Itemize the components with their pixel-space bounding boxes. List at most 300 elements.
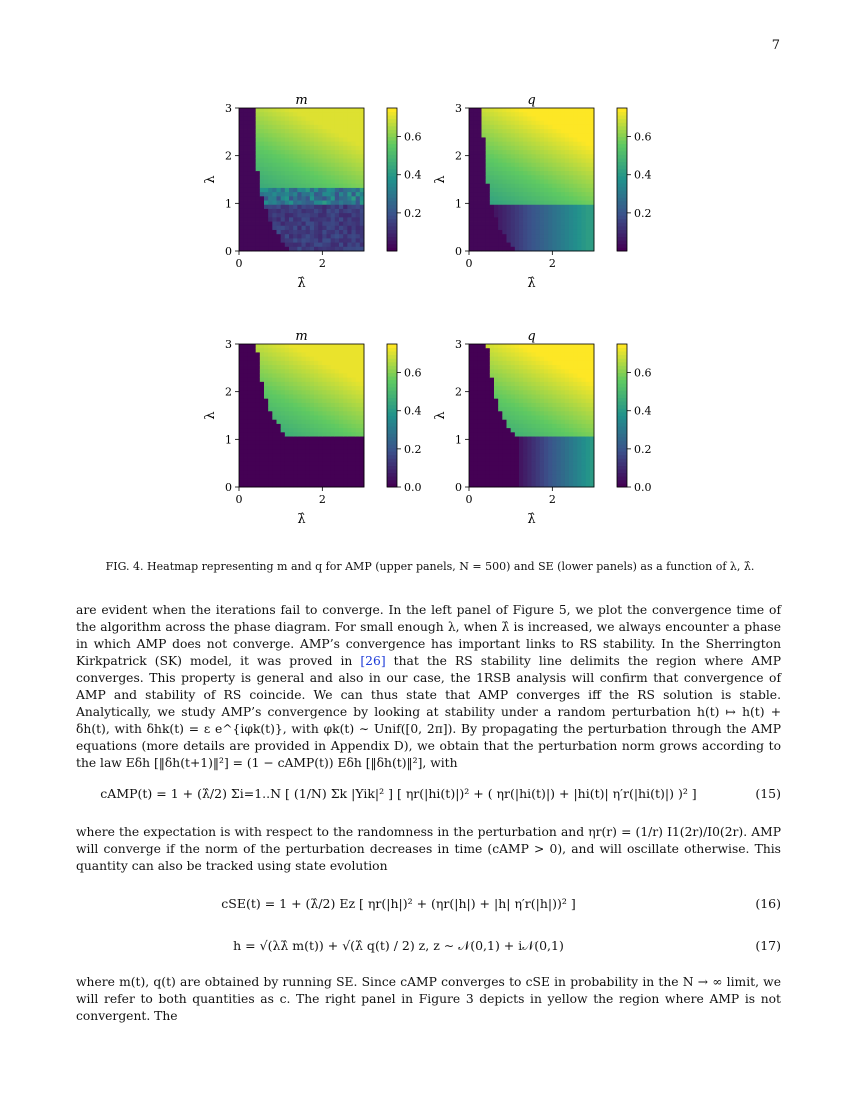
heatmap-cell — [335, 222, 340, 227]
heatmap-cell — [519, 458, 524, 463]
heatmap-cell — [322, 121, 327, 126]
heatmap-cell — [243, 470, 248, 475]
heatmap-cell — [477, 344, 482, 349]
heatmap-cell — [318, 167, 323, 172]
heatmap-cell — [352, 357, 357, 362]
heatmap-cell — [289, 154, 294, 159]
heatmap-cell — [482, 373, 487, 378]
heatmap-cell — [277, 386, 282, 391]
heatmap-cell — [281, 424, 286, 429]
heatmap-cell — [561, 201, 566, 206]
heatmap-cell — [302, 416, 307, 421]
heatmap-cell — [289, 192, 294, 197]
heatmap-cell — [260, 184, 265, 189]
citation-link-26[interactable]: [26] — [360, 654, 386, 668]
colorbar-segment — [617, 401, 627, 405]
heatmap-cell — [486, 352, 491, 357]
heatmap-cell — [352, 458, 357, 463]
heatmap-cell — [331, 175, 336, 180]
y-tick-label: 0 — [225, 245, 232, 258]
heatmap-cell — [557, 394, 562, 399]
heatmap-cell — [527, 378, 532, 383]
heatmap-cell — [519, 133, 524, 138]
heatmap-cell — [582, 399, 587, 404]
heatmap-cell — [507, 348, 512, 353]
heatmap-cell — [281, 125, 286, 130]
heatmap-cell — [511, 129, 516, 134]
heatmap-cell — [297, 133, 302, 138]
heatmap-cell — [548, 234, 553, 239]
heatmap-cell — [494, 437, 499, 442]
heatmap-cell — [527, 137, 532, 142]
heatmap-cell — [544, 373, 549, 378]
heatmap-cell — [519, 411, 524, 416]
heatmap-cell — [239, 175, 244, 180]
heatmap-cell — [239, 137, 244, 142]
heatmap-cell — [293, 479, 298, 484]
heatmap-cell — [347, 142, 352, 147]
heatmap-cell — [268, 437, 273, 442]
heatmap-cell — [277, 348, 282, 353]
heatmap-cell — [482, 348, 487, 353]
heatmap-cell — [310, 458, 315, 463]
heatmap-cell — [502, 428, 507, 433]
heatmap-cell — [322, 420, 327, 425]
heatmap-cell — [548, 184, 553, 189]
heatmap-cell — [586, 474, 591, 479]
heatmap-cell — [515, 361, 520, 366]
heatmap-cell — [318, 466, 323, 471]
heatmap-cell — [569, 416, 574, 421]
heatmap-cell — [486, 196, 491, 201]
heatmap-cell — [582, 441, 587, 446]
heatmap-cell — [502, 129, 507, 134]
heatmap-cell — [352, 449, 357, 454]
heatmap-cell — [322, 196, 327, 201]
heatmap-cell — [544, 420, 549, 425]
heatmap-cell — [322, 357, 327, 362]
heatmap-cell — [494, 201, 499, 206]
heatmap-cell — [327, 196, 332, 201]
colorbar-segment — [387, 112, 397, 116]
heatmap-cell — [256, 171, 261, 176]
heatmap-cell — [243, 108, 248, 113]
heatmap-cell — [490, 378, 495, 383]
heatmap-cell — [540, 158, 545, 163]
heatmap-cell — [477, 158, 482, 163]
heatmap-cell — [247, 222, 252, 227]
heatmap-cell — [498, 243, 503, 248]
heatmap-cell — [502, 441, 507, 446]
heatmap-cell — [318, 133, 323, 138]
heatmap-cell — [536, 171, 541, 176]
heatmap-cell — [569, 466, 574, 471]
heatmap-cell — [573, 470, 578, 475]
heatmap-cell — [536, 226, 541, 231]
heatmap-cell — [469, 163, 474, 168]
heatmap-cell — [256, 407, 261, 412]
heatmap-cell — [272, 108, 277, 113]
heatmap-cell — [552, 428, 557, 433]
colorbar-segment — [617, 387, 627, 391]
heatmap-cell — [264, 365, 269, 370]
heatmap-cell — [272, 238, 277, 243]
heatmap-cell — [339, 378, 344, 383]
heatmap-cell — [302, 453, 307, 458]
heatmap-cell — [352, 188, 357, 193]
heatmap-cell — [569, 196, 574, 201]
heatmap-cell — [486, 466, 491, 471]
heatmap-cell — [289, 142, 294, 147]
heatmap-cell — [306, 234, 311, 239]
heatmap-cell — [306, 462, 311, 467]
heatmap-cell — [561, 171, 566, 176]
heatmap-cell — [306, 411, 311, 416]
heatmap-cell — [540, 213, 545, 218]
heatmap-cell — [573, 121, 578, 126]
heatmap-cell — [536, 180, 541, 185]
heatmap-cell — [289, 382, 294, 387]
heatmap-cell — [352, 205, 357, 210]
heatmap-cell — [289, 403, 294, 408]
heatmap-cell — [281, 361, 286, 366]
heatmap-cell — [268, 428, 273, 433]
heatmap-cell — [285, 373, 290, 378]
colorbar-segment — [387, 126, 397, 130]
heatmap-cell — [331, 171, 336, 176]
heatmap-cell — [285, 158, 290, 163]
heatmap-cell — [243, 180, 248, 185]
heatmap-cell — [582, 167, 587, 172]
heatmap-cell — [243, 403, 248, 408]
heatmap-cell — [565, 449, 570, 454]
heatmap-cell — [268, 121, 273, 126]
heatmap-cell — [482, 453, 487, 458]
x-axis-label: λ̂ — [297, 512, 306, 527]
heatmap-cell — [548, 209, 553, 214]
heatmap-cell — [356, 399, 361, 404]
heatmap-cell — [548, 424, 553, 429]
heatmap-cell — [339, 158, 344, 163]
heatmap-cell — [264, 403, 269, 408]
heatmap-cell — [494, 474, 499, 479]
heatmap-cell — [573, 365, 578, 370]
heatmap-cell — [482, 146, 487, 151]
heatmap-cell — [561, 226, 566, 231]
heatmap-cell — [557, 234, 562, 239]
heatmap-cell — [285, 411, 290, 416]
heatmap-cell — [486, 403, 491, 408]
heatmap-cell — [498, 175, 503, 180]
heatmap-cell — [243, 234, 248, 239]
heatmap-cell — [293, 373, 298, 378]
heatmap-cell — [277, 466, 282, 471]
heatmap-cell — [507, 158, 512, 163]
heatmap-cell — [477, 209, 482, 214]
heatmap-cell — [260, 234, 265, 239]
heatmap-cell — [532, 171, 537, 176]
heatmap-cell — [306, 399, 311, 404]
heatmap-cell — [339, 142, 344, 147]
heatmap-cell — [331, 432, 336, 437]
heatmap-cell — [536, 479, 541, 484]
heatmap-cell — [356, 238, 361, 243]
heatmap-cell — [239, 357, 244, 362]
heatmap-cell — [256, 378, 261, 383]
heatmap-cell — [260, 479, 265, 484]
colorbar-segment — [617, 355, 627, 359]
heatmap-cell — [281, 234, 286, 239]
heatmap-cell — [243, 142, 248, 147]
heatmap-cell — [247, 175, 252, 180]
heatmap-cell — [331, 479, 336, 484]
heatmap-cell — [297, 112, 302, 117]
heatmap-cell — [519, 196, 524, 201]
heatmap-cell — [515, 424, 520, 429]
heatmap-cell — [557, 382, 562, 387]
heatmap-cell — [540, 453, 545, 458]
heatmap-cell — [565, 399, 570, 404]
heatmap-cell — [347, 373, 352, 378]
heatmap-cell — [573, 180, 578, 185]
colorbar-segment — [617, 462, 627, 466]
heatmap-cell — [515, 108, 520, 113]
heatmap-cell — [247, 150, 252, 155]
heatmap-cell — [515, 209, 520, 214]
heatmap-cell — [277, 394, 282, 399]
heatmap-cell — [268, 445, 273, 450]
heatmap-cell — [293, 462, 298, 467]
heatmap-cell — [586, 108, 591, 113]
heatmap-cell — [352, 226, 357, 231]
heatmap-cell — [573, 390, 578, 395]
heatmap-cell — [306, 222, 311, 227]
heatmap-cell — [352, 121, 357, 126]
heatmap-cell — [544, 158, 549, 163]
heatmap-cell — [356, 403, 361, 408]
heatmap-cell — [582, 445, 587, 450]
heatmap-cell — [536, 230, 541, 235]
heatmap-cell — [511, 344, 516, 349]
heatmap-cell — [482, 196, 487, 201]
heatmap-cell — [565, 479, 570, 484]
heatmap-cell — [473, 243, 478, 248]
heatmap-cell — [243, 192, 248, 197]
heatmap-cell — [573, 373, 578, 378]
heatmap-cell — [490, 437, 495, 442]
heatmap-cell — [582, 137, 587, 142]
heatmap-cell — [532, 441, 537, 446]
heatmap-cell — [477, 458, 482, 463]
heatmap-cell — [519, 445, 524, 450]
heatmap-cell — [331, 243, 336, 248]
heatmap-cell — [306, 344, 311, 349]
heatmap-cell — [577, 234, 582, 239]
heatmap-cell — [494, 234, 499, 239]
heatmap-cell — [356, 479, 361, 484]
heatmap-cell — [469, 150, 474, 155]
heatmap-cell — [469, 121, 474, 126]
heatmap-cell — [519, 357, 524, 362]
heatmap-cell — [277, 424, 282, 429]
heatmap-cell — [285, 445, 290, 450]
heatmap-cell — [247, 470, 252, 475]
heatmap-cell — [310, 369, 315, 374]
heatmap-cell — [523, 146, 528, 151]
heatmap-cell — [293, 175, 298, 180]
heatmap-cell — [347, 416, 352, 421]
heatmap-cell — [327, 163, 332, 168]
heatmap-cell — [352, 424, 357, 429]
panel-title: m — [295, 93, 308, 108]
heatmap-cell — [557, 180, 562, 185]
heatmap-cell — [569, 441, 574, 446]
heatmap-cell — [302, 424, 307, 429]
colorbar-segment — [387, 208, 397, 212]
heatmap-cell — [527, 382, 532, 387]
heatmap-cell — [527, 116, 532, 121]
heatmap-cell — [339, 470, 344, 475]
heatmap-cell — [586, 344, 591, 349]
heatmap-cell — [519, 474, 524, 479]
colorbar-segment — [387, 426, 397, 430]
heatmap-cell — [293, 171, 298, 176]
heatmap-cell — [523, 365, 528, 370]
heatmap-cell — [264, 411, 269, 416]
heatmap-cell — [352, 112, 357, 117]
heatmap-cell — [536, 466, 541, 471]
heatmap-cell — [582, 369, 587, 374]
heatmap-cell — [473, 357, 478, 362]
heatmap-cell — [507, 458, 512, 463]
heatmap-cell — [264, 352, 269, 357]
heatmap-cell — [310, 154, 315, 159]
heatmap-cell — [469, 158, 474, 163]
heatmap-cell — [486, 125, 491, 130]
heatmap-cell — [482, 180, 487, 185]
heatmap-cell — [310, 192, 315, 197]
heatmap-cell — [281, 137, 286, 142]
colorbar-segment — [387, 405, 397, 409]
heatmap-cell — [486, 234, 491, 239]
colorbar-segment — [617, 466, 627, 470]
heatmap-cell — [318, 479, 323, 484]
heatmap-cell — [322, 180, 327, 185]
heatmap-cell — [477, 150, 482, 155]
heatmap-cell — [314, 445, 319, 450]
heatmap-cell — [256, 125, 261, 130]
heatmap-cell — [494, 243, 499, 248]
heatmap-cell — [347, 213, 352, 218]
heatmap-cell — [272, 163, 277, 168]
heatmap-cell — [343, 217, 348, 222]
heatmap-cell — [502, 112, 507, 117]
heatmap-cell — [327, 129, 332, 134]
heatmap-cell — [297, 428, 302, 433]
heatmap-cell — [473, 470, 478, 475]
heatmap-cell — [260, 361, 265, 366]
heatmap-cell — [289, 453, 294, 458]
heatmap-cell — [339, 474, 344, 479]
heatmap-cell — [247, 121, 252, 126]
heatmap-cell — [281, 230, 286, 235]
heatmap-cell — [523, 217, 528, 222]
colorbar-segment — [387, 348, 397, 352]
heatmap-cell — [540, 129, 545, 134]
heatmap-cell — [327, 369, 332, 374]
heatmap-cell — [285, 394, 290, 399]
heatmap-cell — [532, 453, 537, 458]
heatmap-cell — [482, 192, 487, 197]
heatmap-cell — [577, 348, 582, 353]
heatmap-cell — [552, 373, 557, 378]
heatmap-cell — [327, 226, 332, 231]
heatmap-cell — [473, 458, 478, 463]
heatmap-cell — [523, 209, 528, 214]
heatmap-cell — [264, 462, 269, 467]
heatmap-cell — [548, 230, 553, 235]
colorbar-segment — [387, 451, 397, 455]
heatmap-cell — [252, 348, 257, 353]
heatmap-cell — [544, 121, 549, 126]
heatmap-cell — [498, 230, 503, 235]
heatmap-cell — [297, 386, 302, 391]
heatmap-cell — [569, 142, 574, 147]
heatmap-cell — [264, 420, 269, 425]
heatmap-cell — [477, 437, 482, 442]
heatmap-cell — [561, 192, 566, 197]
heatmap-cell — [243, 112, 248, 117]
colorbar-segment — [617, 390, 627, 394]
heatmap-cell — [339, 348, 344, 353]
heatmap-cell — [494, 466, 499, 471]
heatmap-cell — [281, 226, 286, 231]
heatmap-cell — [260, 386, 265, 391]
heatmap-cell — [322, 163, 327, 168]
heatmap-cell — [577, 116, 582, 121]
heatmap-cell — [532, 378, 537, 383]
heatmap-cell — [318, 453, 323, 458]
heatmap-cell — [252, 458, 257, 463]
heatmap-cell — [561, 121, 566, 126]
heatmap-cell — [494, 386, 499, 391]
heatmap-cell — [293, 108, 298, 113]
heatmap-cell — [343, 205, 348, 210]
heatmap-cell — [544, 205, 549, 210]
heatmap-cell — [565, 470, 570, 475]
heatmap-cell — [327, 158, 332, 163]
heatmap-cell — [306, 150, 311, 155]
heatmap-cell — [536, 116, 541, 121]
colorbar-segment — [617, 344, 627, 348]
heatmap-cell — [536, 158, 541, 163]
heatmap-cell — [289, 399, 294, 404]
heatmap-cell — [327, 192, 332, 197]
heatmap-cell — [252, 479, 257, 484]
heatmap-cell — [557, 352, 562, 357]
heatmap-cell — [586, 213, 591, 218]
heatmap-cell — [356, 121, 361, 126]
heatmap-cell — [256, 142, 261, 147]
heatmap-cell — [469, 116, 474, 121]
heatmap-cell — [486, 222, 491, 227]
heatmap-cell — [577, 453, 582, 458]
heatmap-cell — [486, 137, 491, 142]
heatmap-cell — [540, 154, 545, 159]
heatmap-cell — [302, 112, 307, 117]
heatmap-cell — [272, 390, 277, 395]
heatmap-cell — [264, 226, 269, 231]
